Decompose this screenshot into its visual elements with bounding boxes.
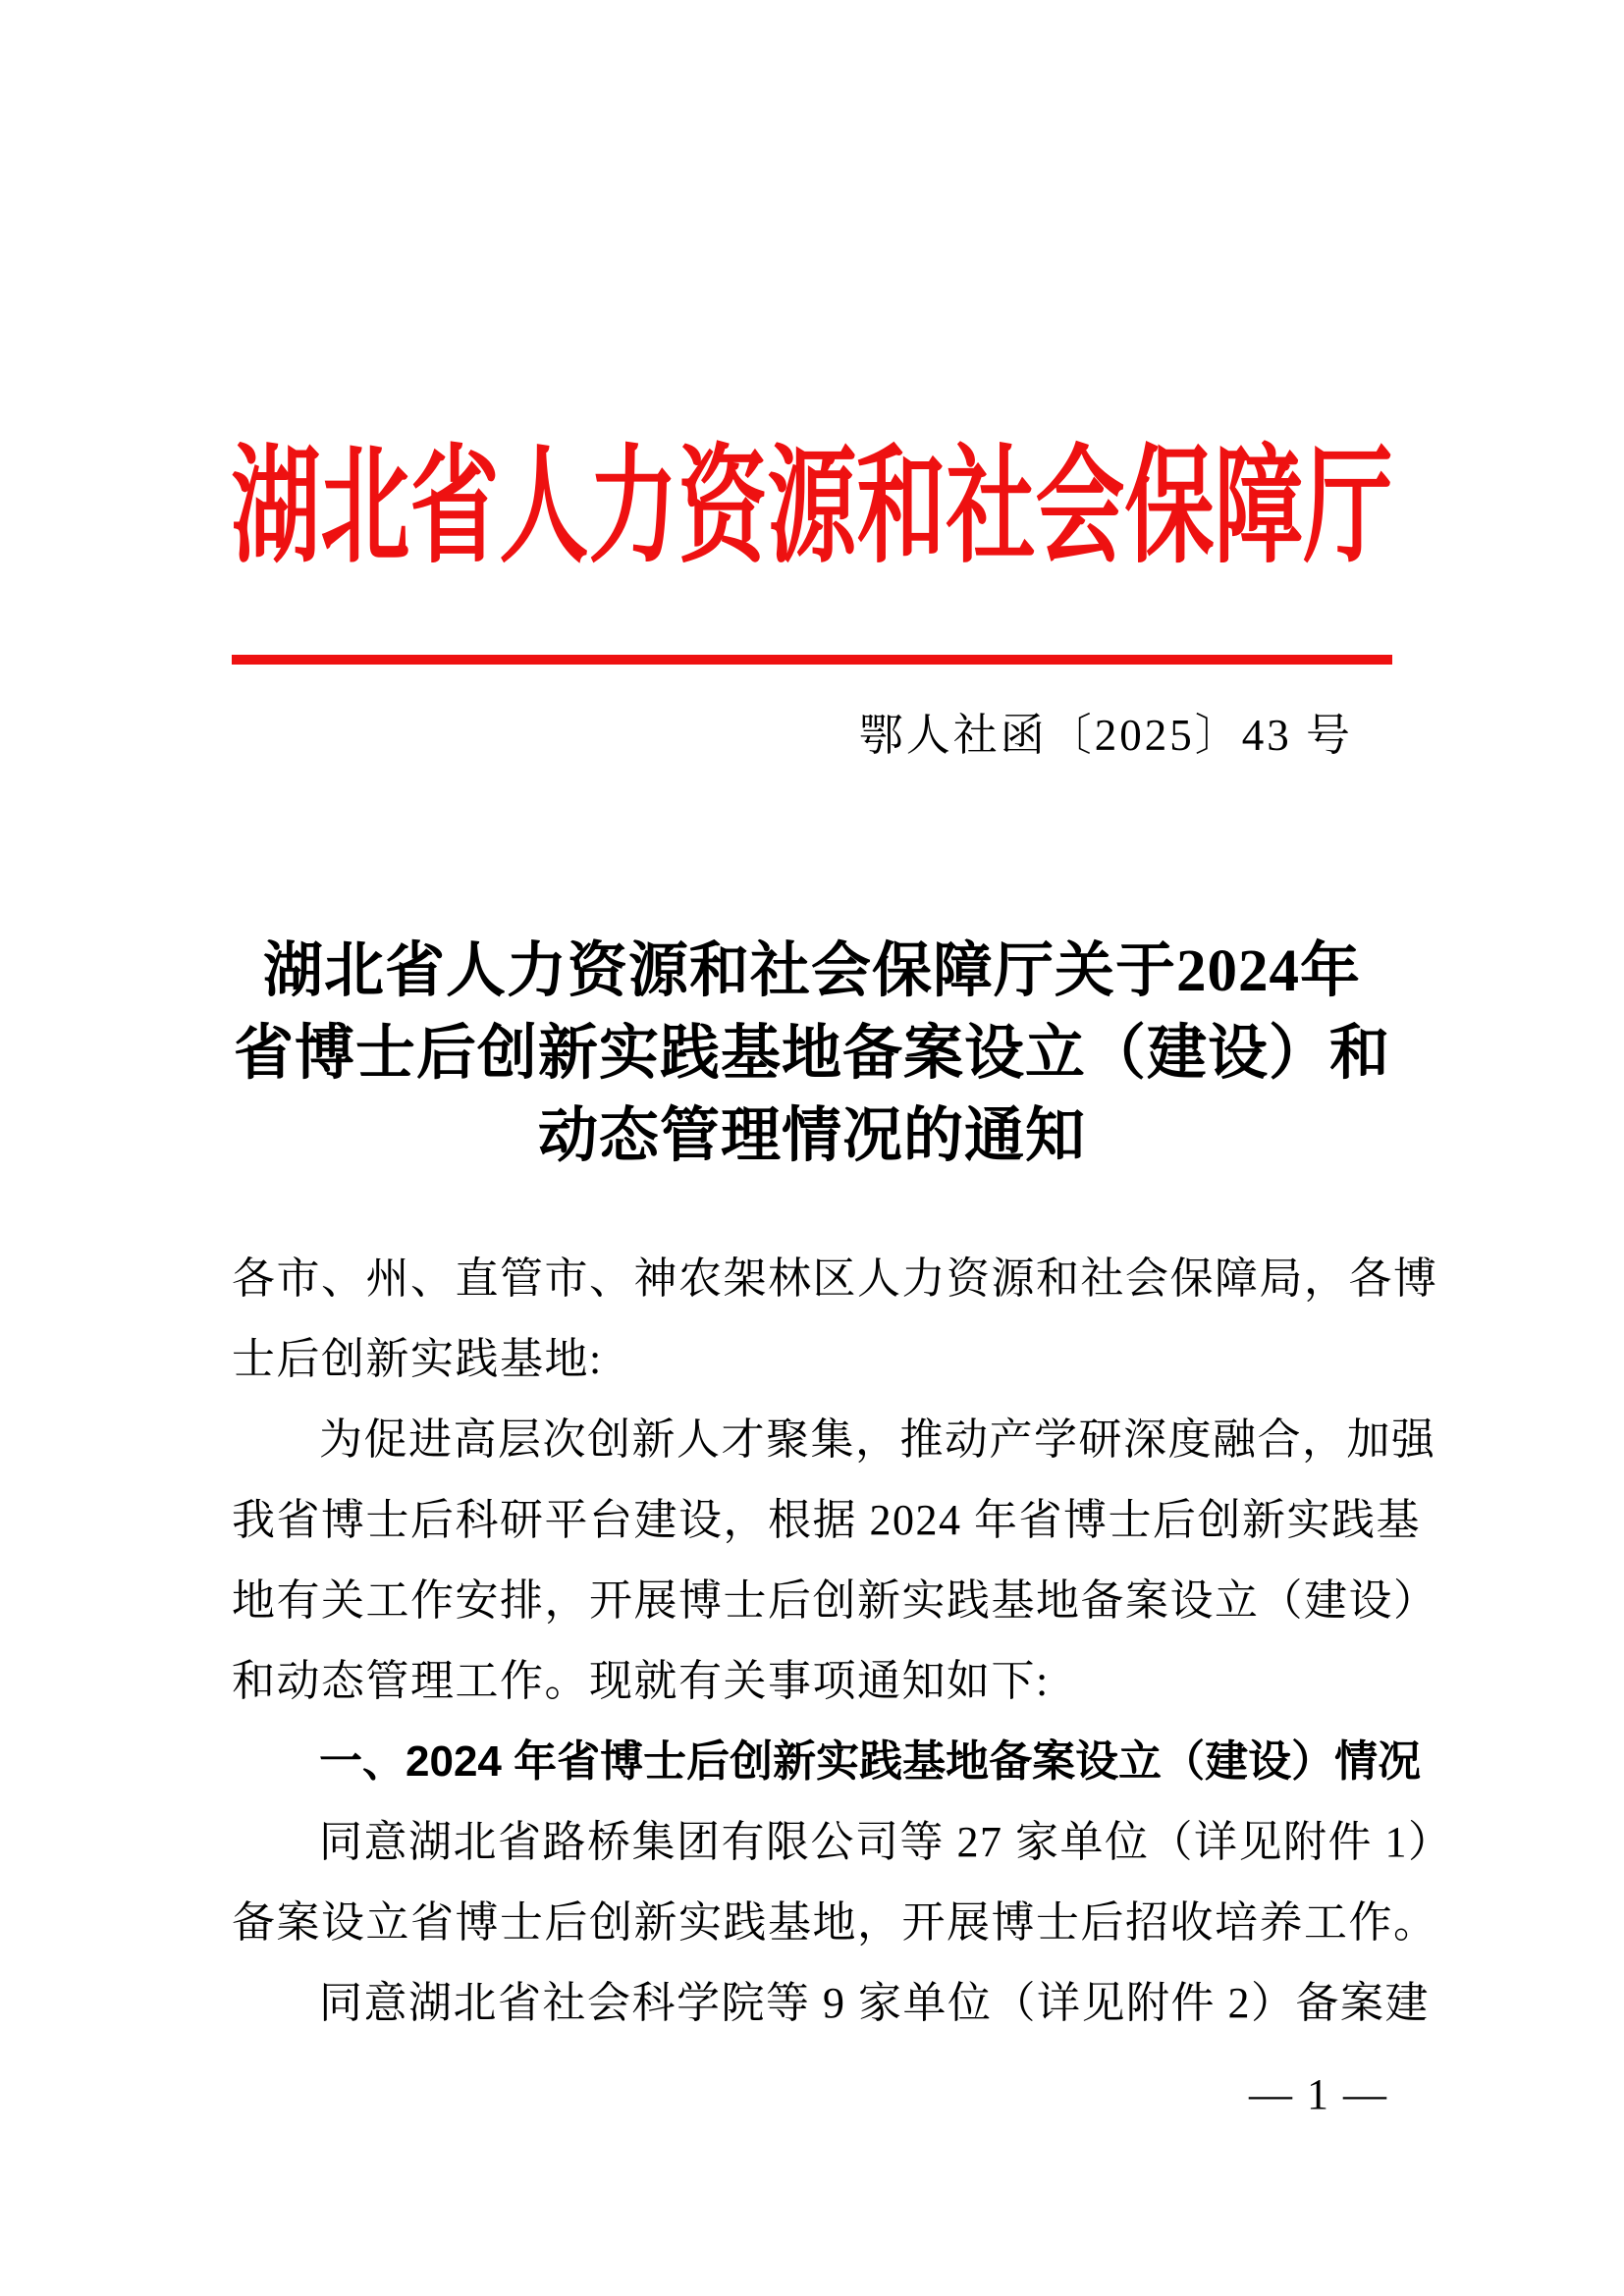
body-line: 备案设立省博士后创新实践基地，开展博士后招收培养工作。	[232, 1898, 1438, 1947]
body-line: 我省博士后科研平台建设，根据 2024 年省博士后创新实践基	[232, 1496, 1421, 1544]
body-line: 同意湖北省社会科学院等 9 家单位（详见附件 2）备案建	[319, 1979, 1430, 2027]
document-title-line: 省博士后创新实践基地备案设立（建设）和	[233, 1021, 1390, 1087]
letterhead-divider-line	[232, 655, 1392, 665]
body-line: 地有关工作安排，开展博士后创新实践基地备案设立（建设）	[232, 1576, 1438, 1625]
document-reference-number: 鄂人社函〔2025〕43 号	[858, 711, 1353, 760]
section-heading: 一、2024 年省博士后创新实践基地备案设立（建设）情况	[319, 1737, 1422, 1786]
document-title-line: 动态管理情况的通知	[537, 1103, 1086, 1169]
letterhead-org-name: 湖北省人力资源和社会保障厅	[231, 432, 1393, 582]
body-line-salutation: 各市、州、直管市、神农架林区人力资源和社会保障局，各博	[232, 1255, 1438, 1303]
page-number: — 1 —	[1249, 2070, 1388, 2118]
document-body	[232, 1239, 1453, 2044]
body-line: 为促进高层次创新人才聚集，推动产学研深度融合，加强	[319, 1415, 1436, 1464]
document-title	[0, 931, 1624, 1178]
body-line-salutation: 士后创新实践基地:	[232, 1335, 603, 1383]
body-line: 同意湖北省路桥集团有限公司等 27 家单位（详见附件 1）	[319, 1818, 1453, 1866]
document-title-line: 湖北省人力资源和社会保障厅关于2024年	[262, 938, 1361, 1004]
body-line: 和动态管理工作。现就有关事项通知如下:	[232, 1657, 1050, 1705]
